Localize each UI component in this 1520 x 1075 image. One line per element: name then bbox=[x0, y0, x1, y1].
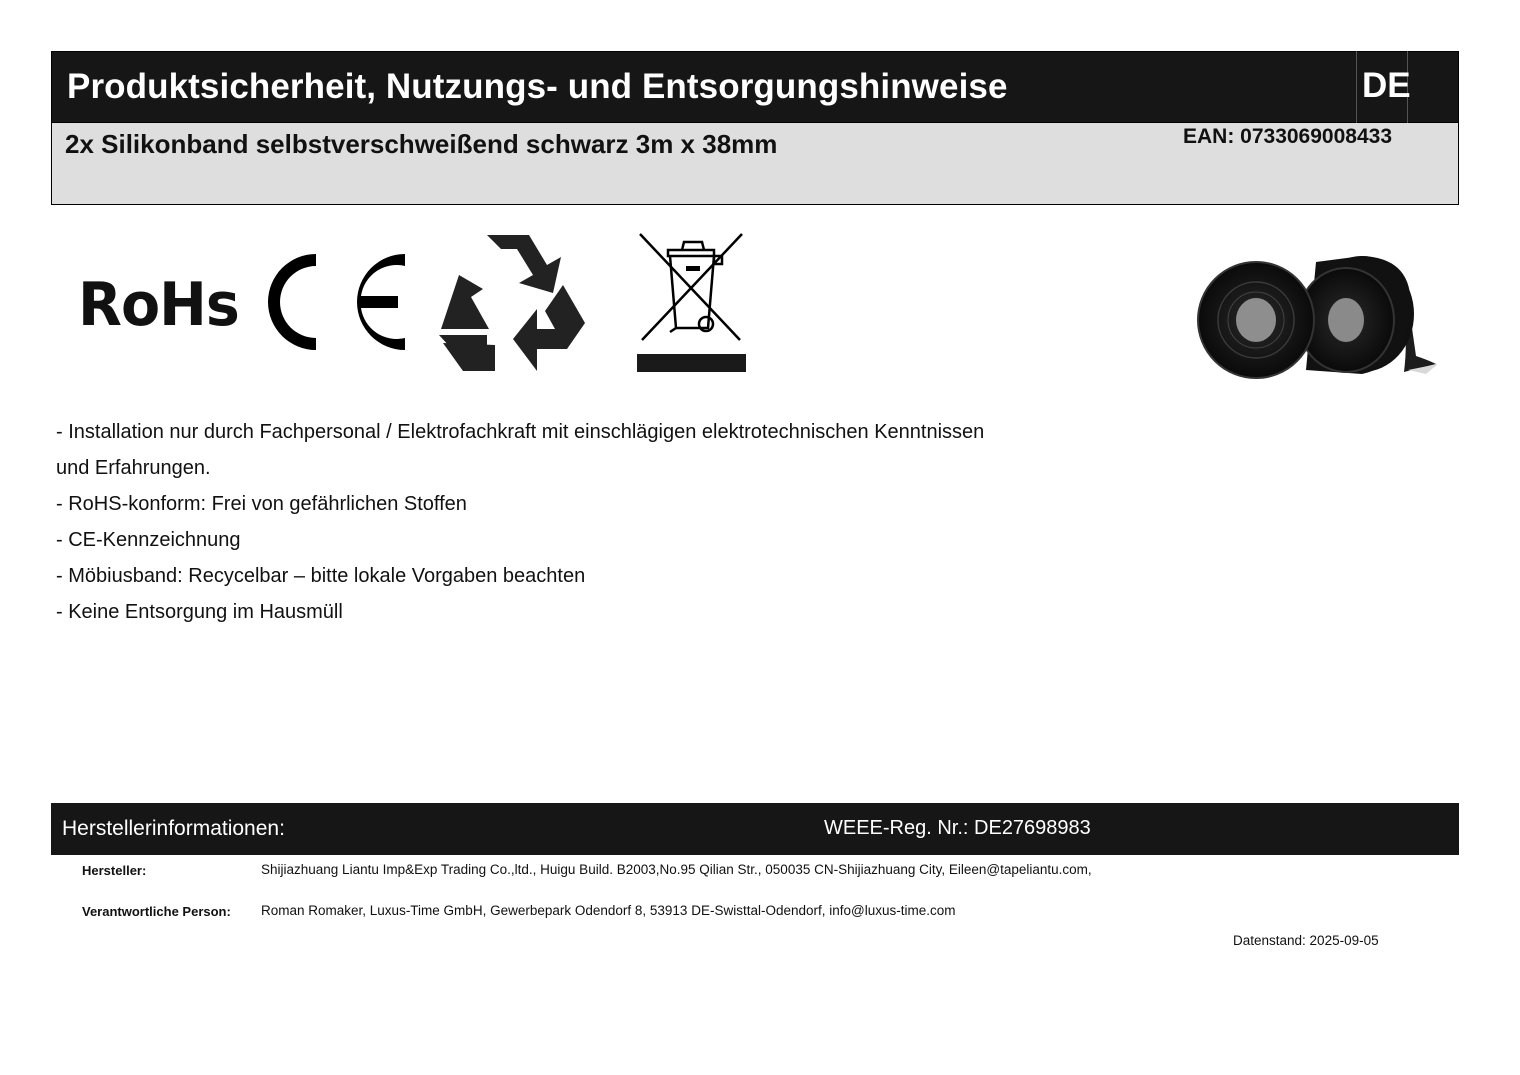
note-line: und Erfahrungen. bbox=[56, 457, 211, 479]
product-tape-rolls-image bbox=[1196, 252, 1442, 388]
ean-code: EAN: 0733069008433 bbox=[1183, 125, 1392, 148]
note-line: - RoHS-konform: Frei von gefährlichen Stoffen bbox=[56, 493, 467, 515]
title-bar bbox=[51, 51, 1459, 123]
weee-crossed-bin-icon bbox=[636, 232, 746, 373]
note-line: - CE-Kennzeichnung bbox=[56, 529, 241, 551]
manufacturer-value: Shijiazhuang Liantu Imp&Exp Trading Co.,ltd., Huigu Build. B2003,No.95 Qilian Str., 050035 CN-Shijiazhuang City, Eileen@tapeliantu.com, bbox=[261, 862, 1092, 877]
data-date: Datenstand: 2025-09-05 bbox=[1233, 933, 1379, 948]
responsible-person-value: Roman Romaker, Luxus-Time GmbH, Gewerbepark Odendorf 8, 53913 DE-Swisttal-Odendorf, info@luxus-time.com bbox=[261, 903, 956, 918]
language-code: DE bbox=[1362, 66, 1411, 105]
product-bar bbox=[51, 123, 1459, 205]
recycling-icon bbox=[437, 231, 587, 373]
page-title: Produktsicherheit, Nutzungs- und Entsorgungshinweise bbox=[67, 67, 1008, 106]
manufacturer-bar bbox=[51, 803, 1459, 855]
note-line: - Installation nur durch Fachpersonal / Elektrofachkraft mit einschlägigen elektrotechnischen Kenntnissen bbox=[56, 421, 985, 443]
note-line: - Keine Entsorgung im Hausmüll bbox=[56, 601, 343, 623]
ce-mark-icon bbox=[258, 250, 408, 354]
weee-registration: WEEE-Reg. Nr.: DE27698983 bbox=[824, 817, 1091, 839]
safety-notes bbox=[56, 414, 1156, 630]
manufacturer-label: Hersteller: bbox=[82, 863, 147, 878]
rohs-logo: RoHs bbox=[78, 270, 239, 340]
product-name: 2x Silikonband selbstverschweißend schwarz 3m x 38mm bbox=[65, 129, 778, 159]
note-line: - Möbiusband: Recycelbar – bitte lokale Vorgaben beachten bbox=[56, 565, 586, 587]
responsible-person-label: Verantwortliche Person: bbox=[82, 904, 231, 919]
language-box bbox=[1356, 51, 1411, 124]
manufacturer-section-title: Herstellerinformationen: bbox=[62, 817, 285, 840]
